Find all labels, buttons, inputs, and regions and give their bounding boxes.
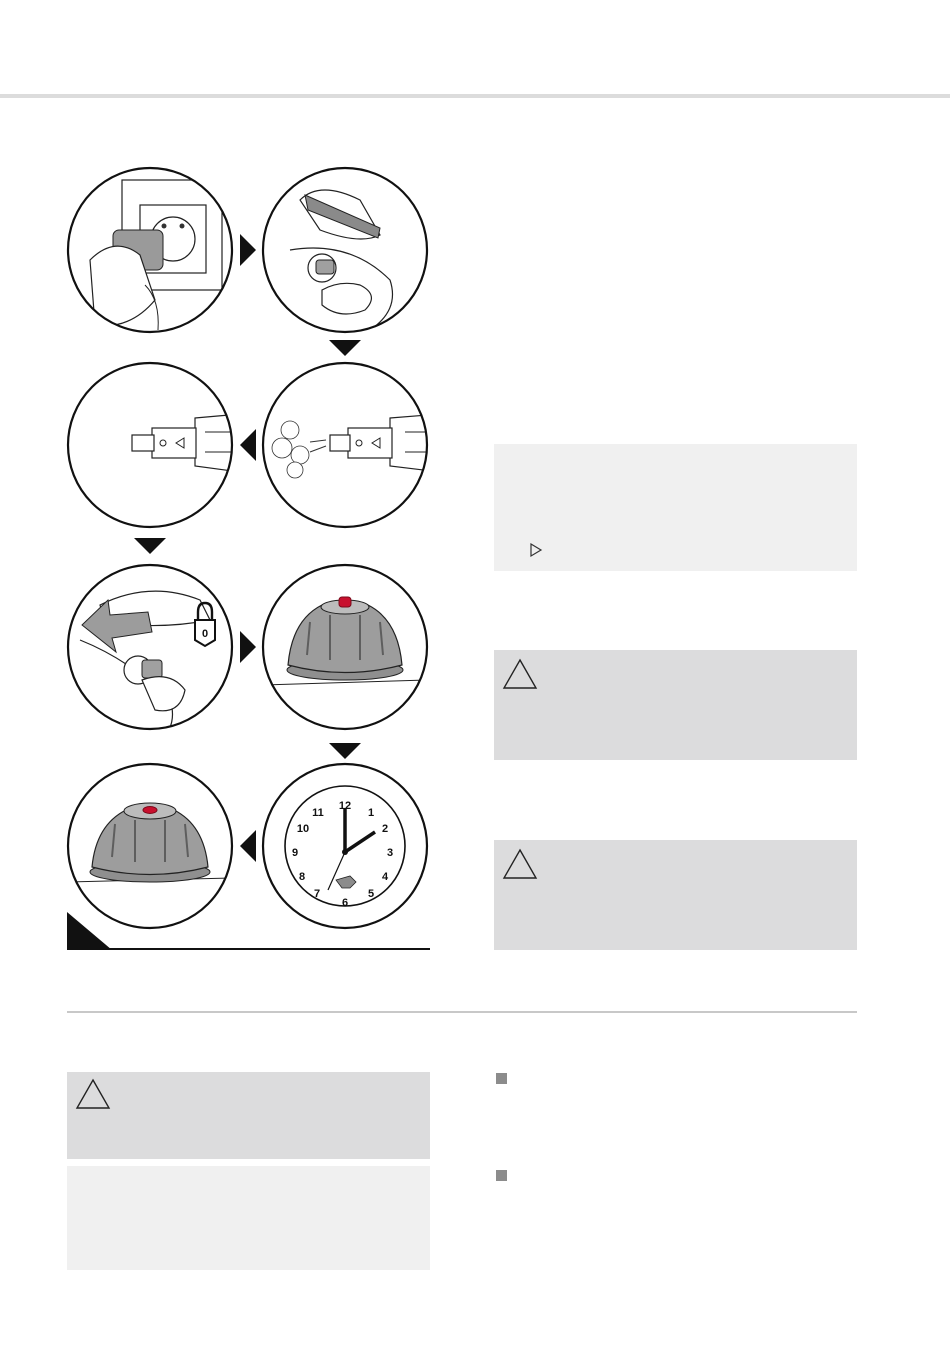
header-rule xyxy=(0,94,950,98)
warning-triangle-icon xyxy=(502,658,538,690)
clock-number: 12 xyxy=(338,800,352,812)
clock-number: 6 xyxy=(341,897,349,909)
corner-triangle xyxy=(67,912,112,950)
clock-number: 4 xyxy=(381,871,389,883)
note-box xyxy=(494,444,857,571)
step-wait-clock-image xyxy=(263,764,427,928)
step-pressure-cap-image xyxy=(263,565,427,729)
triangle-arrow-icon xyxy=(240,830,256,862)
square-bullet-icon xyxy=(496,1170,507,1181)
clock-number: 11 xyxy=(312,807,324,819)
warning-triangle-icon xyxy=(502,848,538,880)
step-pressure-released-image xyxy=(68,764,232,928)
triangle-arrow-icon xyxy=(329,340,361,356)
clock-number: 7 xyxy=(313,888,321,900)
step-nozzle-dry-image xyxy=(68,363,240,527)
section-divider xyxy=(67,1011,857,1013)
clock-number: 8 xyxy=(298,871,306,883)
warning-box xyxy=(494,840,857,950)
note-box xyxy=(67,1166,430,1270)
clock-number: 9 xyxy=(291,847,299,859)
step-steam-nozzle-image xyxy=(263,363,440,527)
triangle-arrow-icon xyxy=(240,429,256,461)
lock-symbol-label: 0 xyxy=(201,628,209,640)
clock-number: 10 xyxy=(296,823,310,835)
play-outline-icon xyxy=(529,542,543,558)
step-switch-off-image xyxy=(68,565,232,750)
clock-number: 1 xyxy=(367,807,375,819)
triangle-arrow-icon xyxy=(240,234,256,266)
triangle-arrow-icon xyxy=(240,631,256,663)
warning-triangle-icon xyxy=(75,1078,111,1110)
triangle-arrow-icon xyxy=(134,538,166,554)
warning-box xyxy=(67,1072,430,1159)
clock-number: 5 xyxy=(367,888,375,900)
warning-box xyxy=(494,650,857,760)
triangle-arrow-icon xyxy=(329,743,361,759)
step-plug-in-image xyxy=(68,168,232,332)
square-bullet-icon xyxy=(496,1073,507,1084)
instruction-illustration xyxy=(60,160,440,960)
step-switch-on-image xyxy=(263,168,427,332)
clock-number: 2 xyxy=(381,823,389,835)
clock-number: 3 xyxy=(386,847,394,859)
